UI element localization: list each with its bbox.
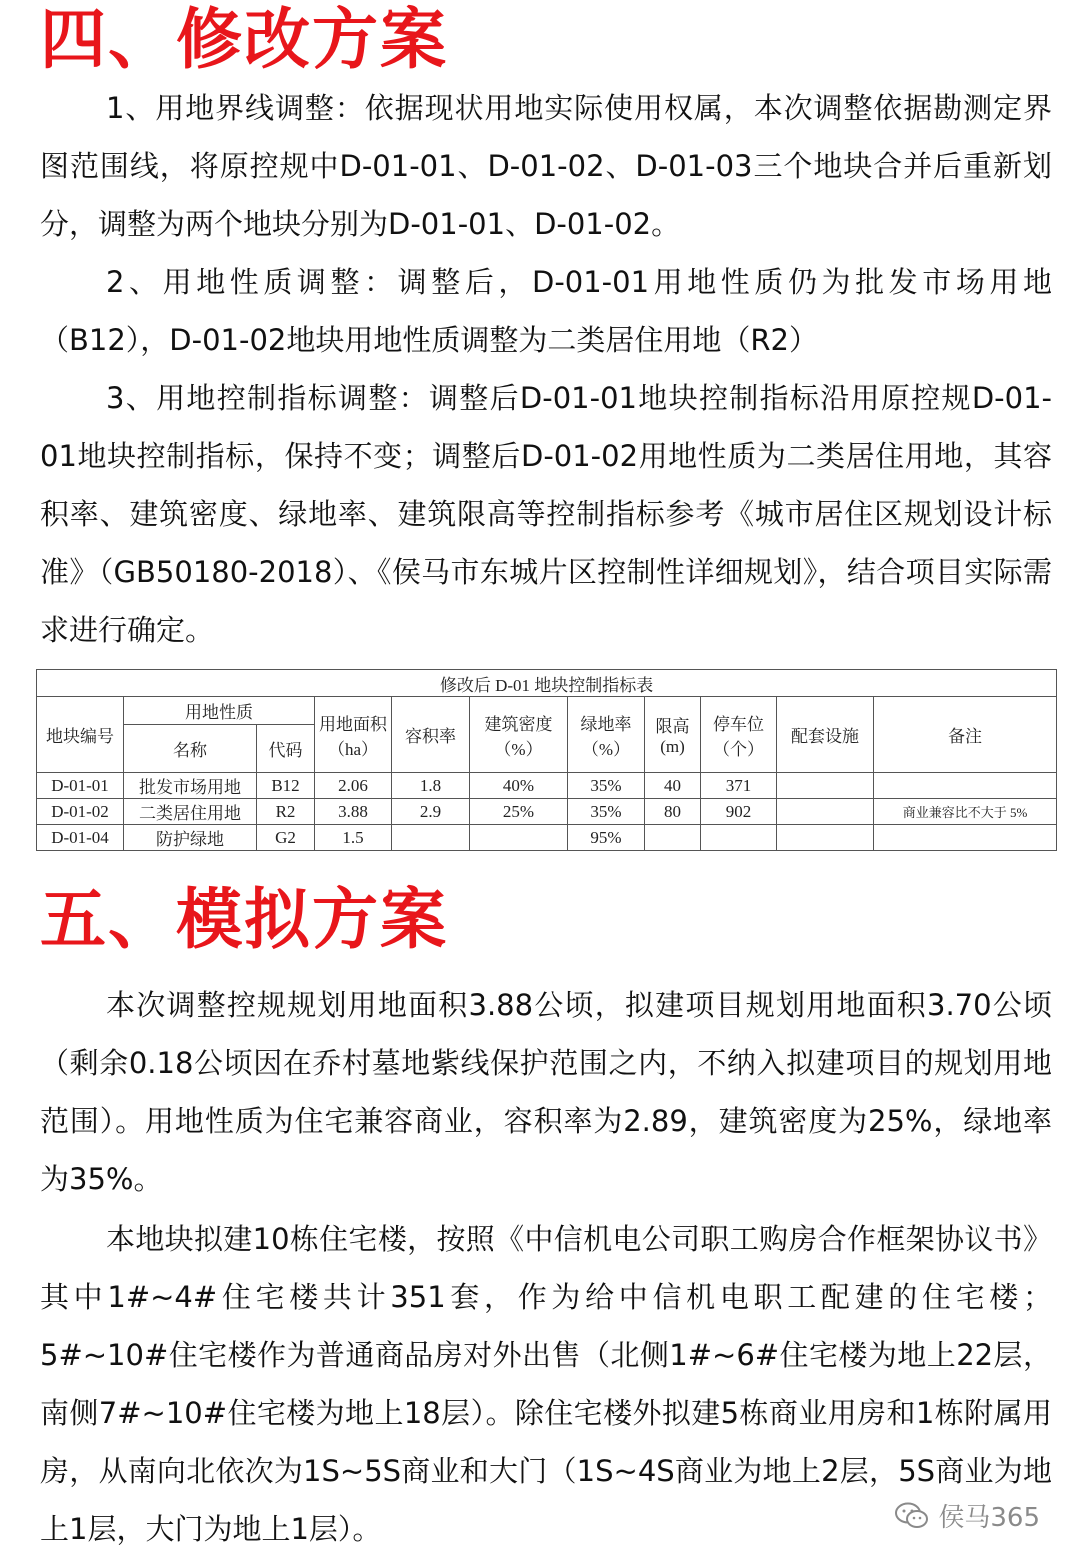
header-remarks: 备注	[874, 697, 1057, 773]
cell-far: 1.8	[392, 773, 470, 799]
cell-parking: 371	[701, 773, 777, 799]
cell-height: 80	[645, 799, 701, 825]
section4-paragraph-2: 2、用地性质调整：调整后，D-01-01用地性质仍为批发市场用地（B12），D-01-02地块用地性质调整为二类居住用地（R2）	[40, 265, 1052, 357]
cell-code: B12	[257, 773, 315, 799]
header-area: 用地面积（ha）	[315, 697, 392, 773]
cell-density: 25%	[470, 799, 568, 825]
cell-green: 35%	[568, 799, 645, 825]
wechat-icon	[894, 1501, 930, 1531]
cell-block: D-01-04	[37, 825, 124, 851]
cell-remarks: 商业兼容比不大于 5%	[874, 799, 1057, 825]
cell-facilities	[777, 825, 874, 851]
section5-paragraph-2: 本地块拟建10栋住宅楼，按照《中信机电公司职工购房合作框架协议书》其中1#~4#住宅楼共计351套，作为给中信机电职工配建的住宅楼；5#~10#住宅楼作为普通商品房对外出售（北侧1#~6#住宅楼为地上22层，南侧7#~10#住宅楼为地上18层）。除住宅楼外拟建5栋商业用房和1栋附属用房，从南向北依次为1S~5S商业和大门（1S~4S商业为地上2层，5S商业为地上1层，大门为地上1层）。	[40, 1222, 1052, 1546]
cell-block: D-01-01	[37, 773, 124, 799]
cell-density	[470, 825, 568, 851]
cell-green: 95%	[568, 825, 645, 851]
cell-block: D-01-02	[37, 799, 124, 825]
section5-paragraph-1: 本次调整控规规划用地面积3.88公顷，拟建项目规划用地面积3.70公顷（剩余0.18公顷因在乔村墓地紫线保护范围之内，不纳入拟建项目的规划用地范围）。用地性质为住宅兼容商业，容积率为2.89，建筑密度为25%，绿地率为35%。	[40, 988, 1052, 1196]
header-name: 名称	[124, 725, 257, 773]
cell-height: 40	[645, 773, 701, 799]
section4-paragraph-3: 3、用地控制指标调整：调整后D-01-01地块控制指标沿用原控规D-01-01地块控制指标，保持不变；调整后D-01-02用地性质为二类居住用地，其容积率、建筑密度、绿地率、建筑限高等控制指标参考《城市居住区规划设计标准》（GB50180-2018）、《侯马市东城片区控制性详细规划》，结合项目实际需求进行确定。	[40, 381, 1052, 647]
cell-name: 批发市场用地	[124, 773, 257, 799]
cell-name: 二类居住用地	[124, 799, 257, 825]
header-code: 代码	[257, 725, 315, 773]
cell-far	[392, 825, 470, 851]
header-parking: 停车位（个）	[701, 697, 777, 773]
cell-height	[645, 825, 701, 851]
cell-area: 1.5	[315, 825, 392, 851]
section4-heading: 四、修改方案	[40, 0, 448, 78]
header-green: 绿地率（%）	[568, 697, 645, 773]
table-caption: 修改后 D-01 地块控制指标表	[37, 670, 1057, 697]
header-facilities: 配套设施	[777, 697, 874, 773]
cell-remarks	[874, 773, 1057, 799]
cell-facilities	[777, 799, 874, 825]
header-far: 容积率	[392, 697, 470, 773]
table-row	[37, 825, 1057, 851]
cell-code: G2	[257, 825, 315, 851]
cell-parking	[701, 825, 777, 851]
table-row	[37, 773, 1057, 799]
cell-far: 2.9	[392, 799, 470, 825]
cell-parking: 902	[701, 799, 777, 825]
cell-remarks	[874, 825, 1057, 851]
cell-name: 防护绿地	[124, 825, 257, 851]
watermark-text: 侯马365	[938, 1503, 1040, 1533]
cell-code: R2	[257, 799, 315, 825]
cell-area: 3.88	[315, 799, 392, 825]
section4-paragraph-1: 1、用地界线调整：依据现状用地实际使用权属，本次调整依据勘测定界图范围线，将原控规中D-01-01、D-01-02、D-01-03三个地块合并后重新划分，调整为两个地块分别为D-01-01、D-01-02。	[40, 91, 1052, 241]
cell-facilities	[777, 773, 874, 799]
cell-green: 35%	[568, 773, 645, 799]
header-density: 建筑密度（%）	[470, 697, 568, 773]
cell-area: 2.06	[315, 773, 392, 799]
table-row	[37, 799, 1057, 825]
section5-heading: 五、模拟方案	[40, 880, 448, 958]
header-land-use: 用地性质	[124, 697, 315, 725]
control-index-table	[36, 669, 1056, 851]
watermark	[894, 1497, 1040, 1534]
header-height: 限高(m)	[645, 697, 701, 773]
cell-density: 40%	[470, 773, 568, 799]
header-block-no: 地块编号	[37, 697, 124, 773]
